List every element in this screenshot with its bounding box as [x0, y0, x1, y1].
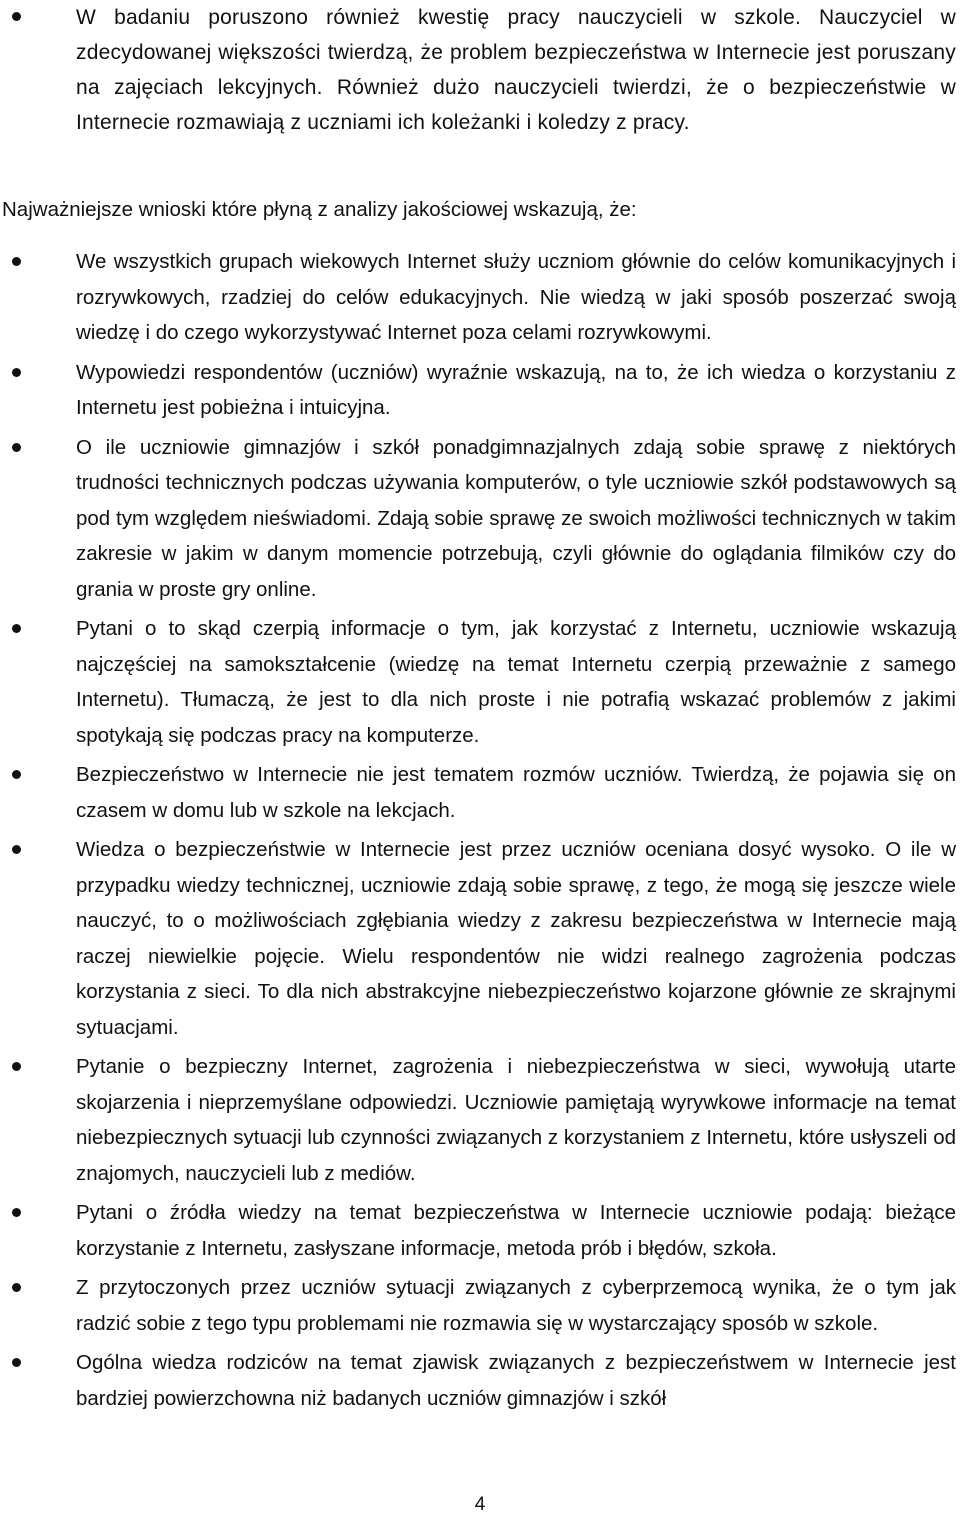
list-item-text: Pytani o to skąd czerpią informacje o tym, jak korzystać z Internetu, uczniowie wskazują najczęściej na samokształcenie (wiedzę na temat Internetu czerpią przeważnie z samego Internetu). Tłumaczą, że jest to dla nich proste i nie potrafią wskazać problemów z jakimi spotykają się podczas pracy na komputerze. [76, 617, 956, 747]
conclusions-heading: Najważniejsze wnioski które płyną z analizy jakościowej wskazują, że: [2, 198, 637, 221]
bullet-icon [12, 443, 21, 452]
bullet-icon [12, 1062, 21, 1071]
intro-paragraph [0, 0, 960, 140]
bullet-icon [12, 845, 21, 854]
list-item [0, 611, 960, 753]
list-item-text: Pytani o źródła wiedzy na temat bezpieczeństwa w Internecie uczniowie podają: bieżące korzystanie z Internetu, zasłyszane informacje, metoda prób i błędów, szkoła. [76, 1201, 956, 1260]
list-item [0, 1345, 960, 1416]
list-item [0, 244, 960, 351]
list-item [0, 1270, 960, 1341]
list-item [0, 355, 960, 426]
list-item-text: O ile uczniowie gimnazjów i szkół ponadgimnazjalnych zdają sobie sprawę z niektórych trudności technicznych podczas używania komputerów, o tyle uczniowie szkół podstawowych są pod tym względem nieświadomi. Zdają sobie sprawę ze swoich możliwości technicznych w takim zakresie w jakim w danym momencie potrzebują, czyli głównie do oglądania filmików czy do grania w proste gry online. [76, 435, 956, 601]
list-item [0, 1049, 960, 1191]
bullet-icon [12, 1208, 21, 1217]
list-item [0, 757, 960, 828]
bullet-icon [12, 1358, 21, 1367]
list-item-text: Ogólna wiedza rodziców na temat zjawisk związanych z bezpieczeństwem w Internecie jest bardziej powierzchowna niż badanych uczniów gimnazjów i szkół [76, 1351, 956, 1410]
list-item-text: Bezpieczeństwo w Internecie nie jest tematem rozmów uczniów. Twierdzą, że pojawia się on czasem w domu lub w szkole na lekcjach. [76, 763, 956, 822]
bullet-icon [12, 12, 21, 21]
bullet-icon [12, 368, 21, 377]
bullet-icon [12, 770, 21, 779]
bullet-icon [12, 1283, 21, 1292]
list-item [0, 1195, 960, 1266]
list-item [0, 832, 960, 1045]
list-item [0, 430, 960, 608]
list-item-text: Pytanie o bezpieczny Internet, zagrożenia i niebezpieczeństwa w sieci, wywołują utarte skojarzenia i nieprzemyślane odpowiedzi. Uczniowie pamiętają wyrywkowe informacje na temat niebezpiecznych sytuacji lub czynności związanych z korzystaniem z Internetu, które usłyszeli od znajomych, nauczycieli lub z mediów. [76, 1055, 956, 1185]
intro-list [0, 0, 960, 140]
list-item-text: Wypowiedzi respondentów (uczniów) wyraźnie wskazują, na to, że ich wiedza o korzystaniu z Internetu jest pobieżna i intuicyjna. [76, 360, 956, 419]
intro-text: W badaniu poruszono również kwestię pracy nauczycieli w szkole. Nauczyciel w zdecydowanej większości twierdzą, że problem bezpieczeństwa w Internecie jest poruszany na zajęciach lekcyjnych. Również dużo nauczycieli twierdzi, że o bezpieczeństwie w Internecie rozmawiają z uczniami ich koleżanki i koledzy z pracy. [76, 6, 956, 134]
bullet-icon [12, 624, 21, 633]
bullet-icon [12, 257, 21, 266]
list-item-text: We wszystkich grupach wiekowych Internet służy uczniom głównie do celów komunikacyjnych i rozrywkowych, rzadziej do celów edukacyjnych. Nie wiedzą w jaki sposób poszerzać swoją wiedzę i do czego wykorzystywać Internet poza celami rozrywkowymi. [76, 250, 956, 344]
page-number: 4 [474, 1494, 486, 1515]
list-item-text: Z przytoczonych przez uczniów sytuacji związanych z cyberprzemocą wynika, że o tym jak radzić sobie z tego typu problemami nie rozmawia się w wystarczający sposób w szkole. [76, 1276, 956, 1335]
list-item-text: Wiedza o bezpieczeństwie w Internecie jest przez uczniów oceniana dosyć wysoko. O ile w przypadku wiedzy technicznej, uczniowie zdają sobie sprawę, z tego, że mogą się jeszcze wiele nauczyć, to o możliwościach zgłębiania wiedzy z zakresu bezpieczeństwa w Internecie mają raczej niewielkie pojęcie. Wielu respondentów nie widzi realnego zagrożenia podczas korzystania z sieci. To dla nich abstrakcyjne niebezpieczeństwo kojarzone głównie ze skrajnymi sytuacjami. [76, 838, 956, 1039]
conclusions-list [0, 244, 960, 1420]
